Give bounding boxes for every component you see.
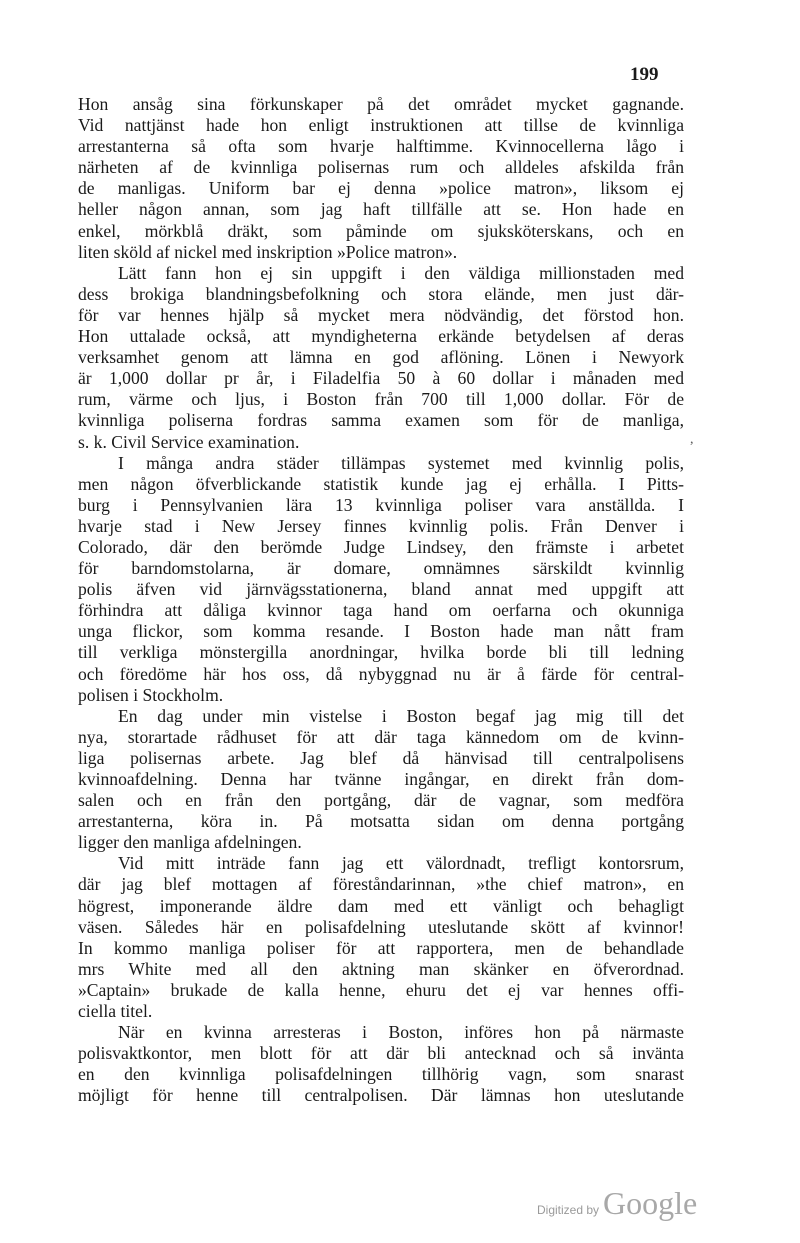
text-line: är 1,000 dollar pr år, i Filadelfia 50 à 60 dollar i månaden med xyxy=(78,368,684,389)
text-line: där jag blef mottagen af föreståndarinnan, »the chief matron», en xyxy=(78,874,684,895)
text-line: Lätt fann hon ej sin uppgift i den väldiga millionstaden med xyxy=(118,262,684,283)
page-number: 199 xyxy=(630,64,659,85)
google-logo: Google xyxy=(603,1185,698,1221)
digitized-watermark xyxy=(537,1185,697,1222)
text-line: En dag under min vistelse i Boston begaf jag mig till det xyxy=(118,705,684,726)
text-line: In kommo manliga poliser för att rapportera, men de behandlade xyxy=(78,937,684,958)
text-line: polisvaktkontor, men blott för att där bli antecknad och så invänta xyxy=(78,1043,684,1064)
text-line: arrestanterna så ofta som hvarje halftimme. Kvinnocellerna lågo i xyxy=(78,136,684,157)
text-line: ciella titel. xyxy=(78,1001,153,1022)
body-text xyxy=(78,94,684,1107)
text-line: När en kvinna arresteras i Boston, införes hon på närmaste xyxy=(118,1022,684,1043)
text-line: kvinnoafdelning. Denna har tvänne ingångar, en direkt från dom- xyxy=(78,769,684,789)
text-line: polis äfven vid järnvägsstationerna, bland annat med uppgift att xyxy=(78,579,684,600)
watermark-small-text: Digitized by xyxy=(537,1203,600,1217)
text-line: enkel, mörkblå dräkt, som påminde om sjuksköterskans, och en xyxy=(78,220,684,241)
text-line: till verkliga mönstergilla anordningar, hvilka borde bli till ledning xyxy=(78,642,684,663)
text-line: för var hennes hjälp så mycket mera nödvändig, det förstod hon. xyxy=(78,304,684,325)
text-line: burg i Pennsylvanien lära 13 kvinnliga poliser vara anställda. I xyxy=(78,494,684,515)
text-line: och föredöme här hos oss, då nybyggnad nu är å färde för central- xyxy=(78,663,684,684)
text-line: hvarje stad i New Jersey finnes kvinnlig polis. Från Denver i xyxy=(78,515,684,536)
text-line: Vid mitt inträde fann jag ett välordnadt, trefligt kontorsrum, xyxy=(118,853,684,874)
text-line: högrest, imponerande äldre dam med ett vänligt och behagligt xyxy=(78,895,684,916)
text-line: rum, värme och ljus, i Boston från 700 till 1,000 dollar. För de xyxy=(78,389,684,410)
text-line: möjligt för henne till centralpolisen. Där lämnas hon uteslutande xyxy=(78,1085,684,1106)
text-line: Hon ansåg sina förkunskaper på det området mycket gagnande. xyxy=(78,94,684,114)
text-line: för barndomstolarna, är domare, omnämnes särskildt kvinnlig xyxy=(78,558,684,579)
margin-mark: , xyxy=(690,432,694,447)
text-line: salen och en från den portgång, där de vagnar, som medföra xyxy=(78,790,684,811)
text-line: »Captain» brukade de kalla henne, ehuru det ej var hennes offi- xyxy=(78,979,684,1000)
text-line: liga polisernas arbete. Jag blef då hänvisad till centralpolisens xyxy=(78,747,684,768)
text-line: I många andra städer tillämpas systemet med kvinnlig polis, xyxy=(118,452,684,473)
text-line: dess brokiga blandningsbefolkning och stora elände, men just där- xyxy=(78,283,684,304)
text-line: men någon öfverblickande statistik kunde jag ej erhålla. I Pitts- xyxy=(78,473,684,494)
text-line: nya, storartade rådhuset för att där taga kännedom om de kvinn- xyxy=(78,726,684,747)
text-line: ligger den manliga afdelningen. xyxy=(78,832,302,853)
text-line: Vid nattjänst hade hon enligt instruktionen att tillse de kvinnliga xyxy=(78,115,684,136)
text-line: polisen i Stockholm. xyxy=(78,684,224,705)
text-line: förhindra att dåliga kvinnor taga hand om oerfarna och okunniga xyxy=(78,600,684,621)
text-line: mrs White med all den aktning man skänker en öfverordnad. xyxy=(78,958,684,979)
text-line: kvinnliga poliserna fordras samma examen som för de manliga, xyxy=(78,410,684,431)
text-line: liten sköld af nickel med inskription »Police matron». xyxy=(78,241,458,262)
text-line: Colorado, där den berömde Judge Lindsey, den främste i arbetet xyxy=(78,536,684,557)
text-line: verksamhet genom att lämna en god aflöning. Lönen i Newyork xyxy=(78,347,684,368)
text-line: Hon uttalade också, att myndigheterna erkände betydelsen af deras xyxy=(78,326,684,347)
text-line: heller någon annan, som jag haft tillfälle att se. Hon hade en xyxy=(78,199,684,220)
text-line: en den kvinnliga polisafdelningen tillhörig vagn, som snarast xyxy=(78,1064,684,1085)
text-line: unga flickor, som komma resande. I Boston hade man nått fram xyxy=(78,621,684,642)
text-line: närheten af de kvinnliga polisernas rum och alldeles afskilda från xyxy=(78,157,684,178)
text-line: s. k. Civil Service examination. xyxy=(78,431,300,452)
text-line: väsen. Således här en polisafdelning uteslutande skött af kvinnor! xyxy=(78,916,684,937)
text-line: de manligas. Uniform bar ej denna »police matron», liksom ej xyxy=(78,178,684,199)
text-line: arrestanterna, köra in. På motsatta sidan om denna portgång xyxy=(78,811,684,832)
